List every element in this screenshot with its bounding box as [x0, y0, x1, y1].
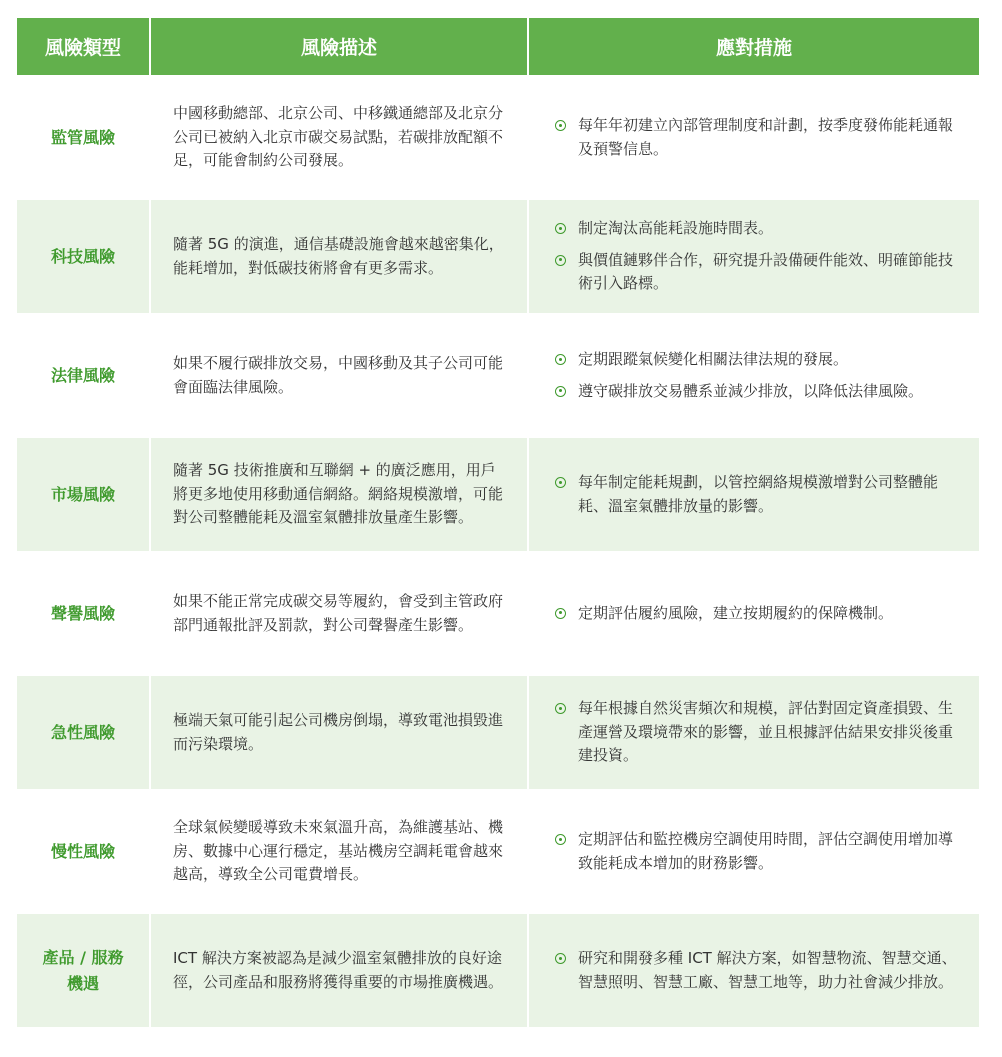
- measure-item: [555, 249, 967, 296]
- risk-description: 隨著 5G 的演進，通信基礎設施會越來越密集化，能耗增加，對低碳技術將會有更多需求。: [151, 200, 527, 313]
- bullet-icon: [555, 223, 566, 234]
- measures-cell: [529, 676, 979, 789]
- bullet-icon: [555, 255, 566, 266]
- measure-text: 每年根據自然災害頻次和規模，評估對固定資產損毀、生產運營及環境帶來的影響，並且根據評估結果安排災後重建投資。: [578, 699, 954, 765]
- table-header: [17, 18, 979, 75]
- measures-cell: [529, 557, 979, 670]
- measure-text: 定期評估和監控機房空調使用時間，評估空調使用增加導致能耗成本增加的財務影響。: [578, 830, 954, 872]
- risk-description: 全球氣候變暖導致未來氣溫升高，為維護基站、機房、數據中心運行穩定，基站機房空調耗電會越來越高，導致全公司電費增長。: [151, 795, 527, 908]
- risk-description: 如果不能正常完成碳交易等履約，會受到主管政府部門通報批評及罰款，對公司聲譽產生影響。: [151, 557, 527, 670]
- table-row: [17, 676, 979, 789]
- table-row: [17, 81, 979, 194]
- measures-cell: [529, 438, 979, 551]
- measure-text: 每年年初建立內部管理制度和計劃，按季度發佈能耗通報及預警信息。: [578, 116, 954, 158]
- header-risk-type: 風險類型: [17, 18, 149, 75]
- risk-type: 急性風險: [17, 676, 149, 789]
- measure-text: 遵守碳排放交易體系並減少排放，以降低法律風險。: [578, 381, 924, 400]
- risk-type: 監管風險: [17, 81, 149, 194]
- measure-text: 研究和開發多種 ICT 解決方案，如智慧物流、智慧交通、智慧照明、智慧工廠、智慧工地等，助力社會減少排放。: [578, 949, 957, 991]
- risk-type: [17, 914, 149, 1027]
- bullet-icon: [555, 608, 566, 619]
- measure-text: 制定淘汰高能耗設施時間表。: [578, 219, 774, 238]
- bullet-icon: [555, 477, 566, 488]
- risk-description: 隨著 5G 技術推廣和互聯網 + 的廣泛應用，用戶將更多地使用移動通信網絡。網絡規模激增，可能對公司整體能耗及溫室氣體排放量產生影響。: [151, 438, 527, 551]
- risk-type: 市場風險: [17, 438, 149, 551]
- table-row: [17, 914, 979, 1027]
- measures-cell: [529, 319, 979, 432]
- risk-type-line1: 產品 / 服務: [42, 947, 124, 967]
- measure-item: [555, 828, 967, 875]
- measure-item: [555, 947, 967, 994]
- risk-type: 科技風險: [17, 200, 149, 313]
- header-risk-description: 風險描述: [151, 18, 527, 75]
- measure-item: [555, 471, 967, 518]
- table-row: [17, 200, 979, 313]
- bullet-icon: [555, 834, 566, 845]
- table-row: [17, 438, 979, 551]
- risk-type: 聲譽風險: [17, 557, 149, 670]
- measure-text: 定期跟蹤氣候變化相關法律法規的發展。: [578, 350, 849, 368]
- header-measures: 應對措施: [529, 18, 979, 75]
- risk-type: 慢性風險: [17, 795, 149, 908]
- risk-type-line2: 機遇: [66, 973, 99, 993]
- bullet-icon: [555, 386, 566, 397]
- measure-item: [555, 217, 967, 241]
- table-row: [17, 557, 979, 670]
- table-row: [17, 795, 979, 908]
- risk-description: ICT 解決方案被認為是減少溫室氣體排放的良好途徑，公司產品和服務將獲得重要的市場推廣機遇。: [151, 914, 527, 1027]
- risk-description: 如果不履行碳排放交易，中國移動及其子公司可能會面臨法律風險。: [151, 319, 527, 432]
- measure-item: [555, 114, 967, 161]
- measure-item: [555, 380, 967, 404]
- measure-text: 與價值鏈夥伴合作，研究提升設備硬件能效、明確節能技術引入路標。: [578, 250, 954, 293]
- risk-description: 極端天氣可能引起公司機房倒塌，導致電池損毀進而污染環境。: [151, 676, 527, 789]
- table-row: [17, 319, 979, 432]
- bullet-icon: [555, 703, 566, 714]
- measure-text: 每年制定能耗規劃，以管控網絡規模激增對公司整體能耗、溫室氣體排放量的影響。: [578, 473, 939, 515]
- measure-item: [555, 602, 967, 626]
- measures-cell: [529, 200, 979, 313]
- measure-item: [555, 697, 967, 768]
- risk-type: 法律風險: [17, 319, 149, 432]
- bullet-icon: [555, 953, 566, 964]
- risk-table: [17, 18, 979, 1033]
- measures-cell: [529, 795, 979, 908]
- measures-cell: [529, 914, 979, 1027]
- risk-description: 中國移動總部、北京公司、中移鐵通總部及北京分公司已被納入北京市碳交易試點，若碳排放配額不足，可能會制約公司發展。: [151, 81, 527, 194]
- measure-text: 定期評估履約風險，建立按期履約的保障機制。: [578, 603, 894, 622]
- measure-item: [555, 348, 967, 372]
- measures-cell: [529, 81, 979, 194]
- bullet-icon: [555, 120, 566, 131]
- bullet-icon: [555, 354, 566, 365]
